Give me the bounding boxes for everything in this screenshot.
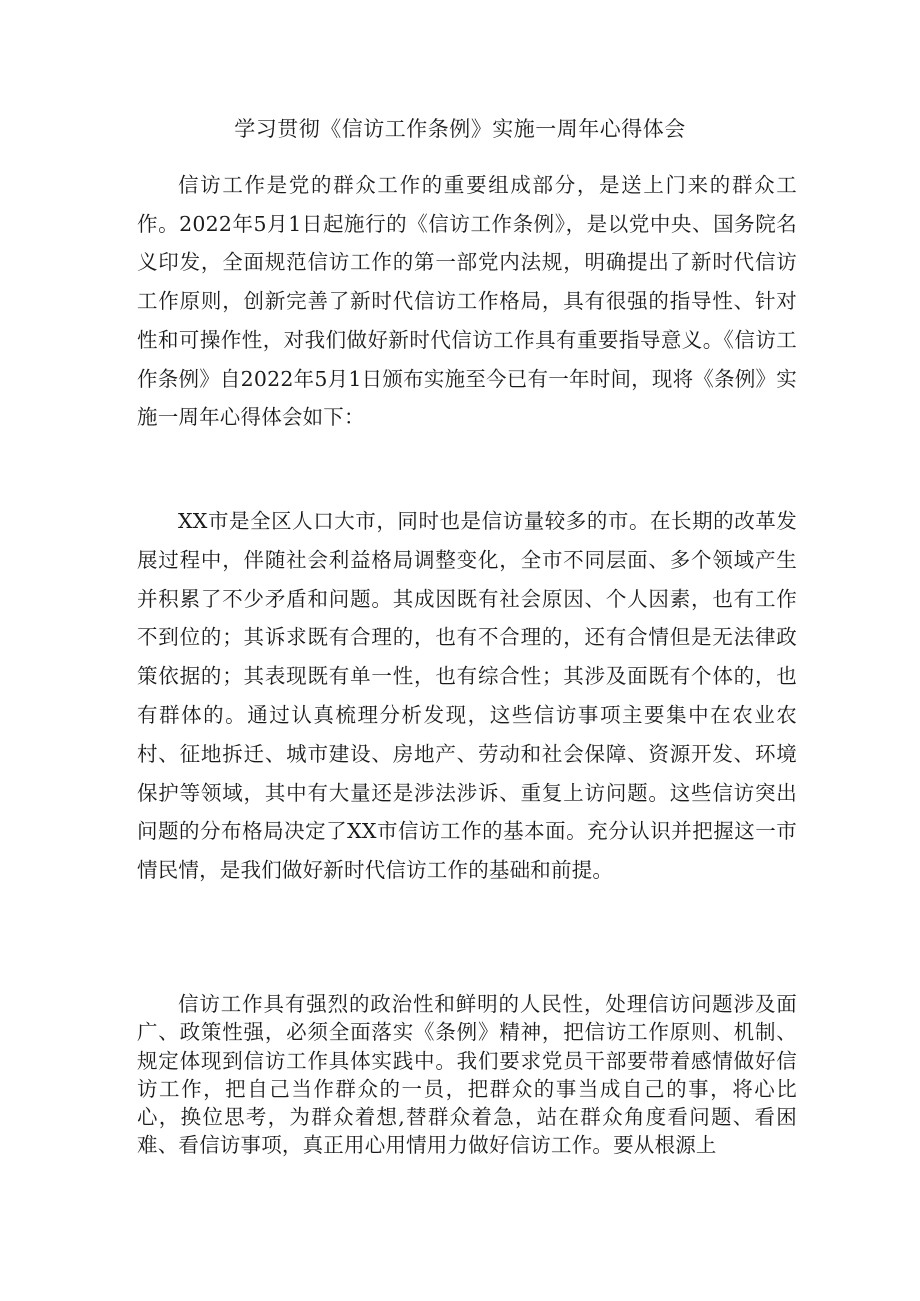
paragraph-work-requirements: 信访工作具有强烈的政治性和鲜明的人民性，处理信访问题涉及面广、政策性强，必须全面落实《条例》精神，把信访工作原则、机制、规定体现到信访工作具体实践中。我们要求党员干部要带着感情做好信访工作，把自己当作群众的一员，把群众的事当成自己的事，将心比心，换位思考，为群众着想,替群众着急，站在群众角度看问题、看困难、看信访事项，真正用心用情用力做好信访工作。要从根源上: [137, 992, 797, 1158]
paragraph-intro: 信访工作是党的群众工作的重要组成部分，是送上门来的群众工作。2022年5月1日起施行的《信访工作条例》，是以党中央、国务院名义印发，全面规范信访工作的第一部党内法规，明确提出了新时代信访工作原则，创新完善了新时代信访工作格局，具有很强的指导性、针对性和可操作性，对我们做好新时代信访工作具有重要指导意义。《信访工作条例》自2022年5月1日颁布实施至今已有一年时间，现将《条例》实施一周年心得体会如下：: [137, 173, 797, 430]
document-title: 学习贯彻《信访工作条例》实施一周年心得体会: [234, 117, 686, 141]
paragraph-city-situation: XX市是全区人口大市，同时也是信访量较多的市。在长期的改革发展过程中，伴随社会利益格局调整变化，全市不同层面、多个领域产生并积累了不少矛盾和问题。其成因既有社会原因、个人因素，也有工作不到位的；其诉求既有合理的，也有不合理的，还有合情但是无法律政策依据的；其表现既有单一性，也有综合性；其涉及面既有个体的，也有群体的。通过认真梳理分析发现，这些信访事项主要集中在农业农村、征地拆迁、城市建设、房地产、劳动和社会保障、资源开发、环境保护等领域，其中有大量还是涉法涉诉、重复上访问题。这些信访突出问题的分布格局决定了XX市信访工作的基本面。充分认识并把握这一市情民情，是我们做好新时代信访工作的基础和前提。: [137, 509, 797, 883]
